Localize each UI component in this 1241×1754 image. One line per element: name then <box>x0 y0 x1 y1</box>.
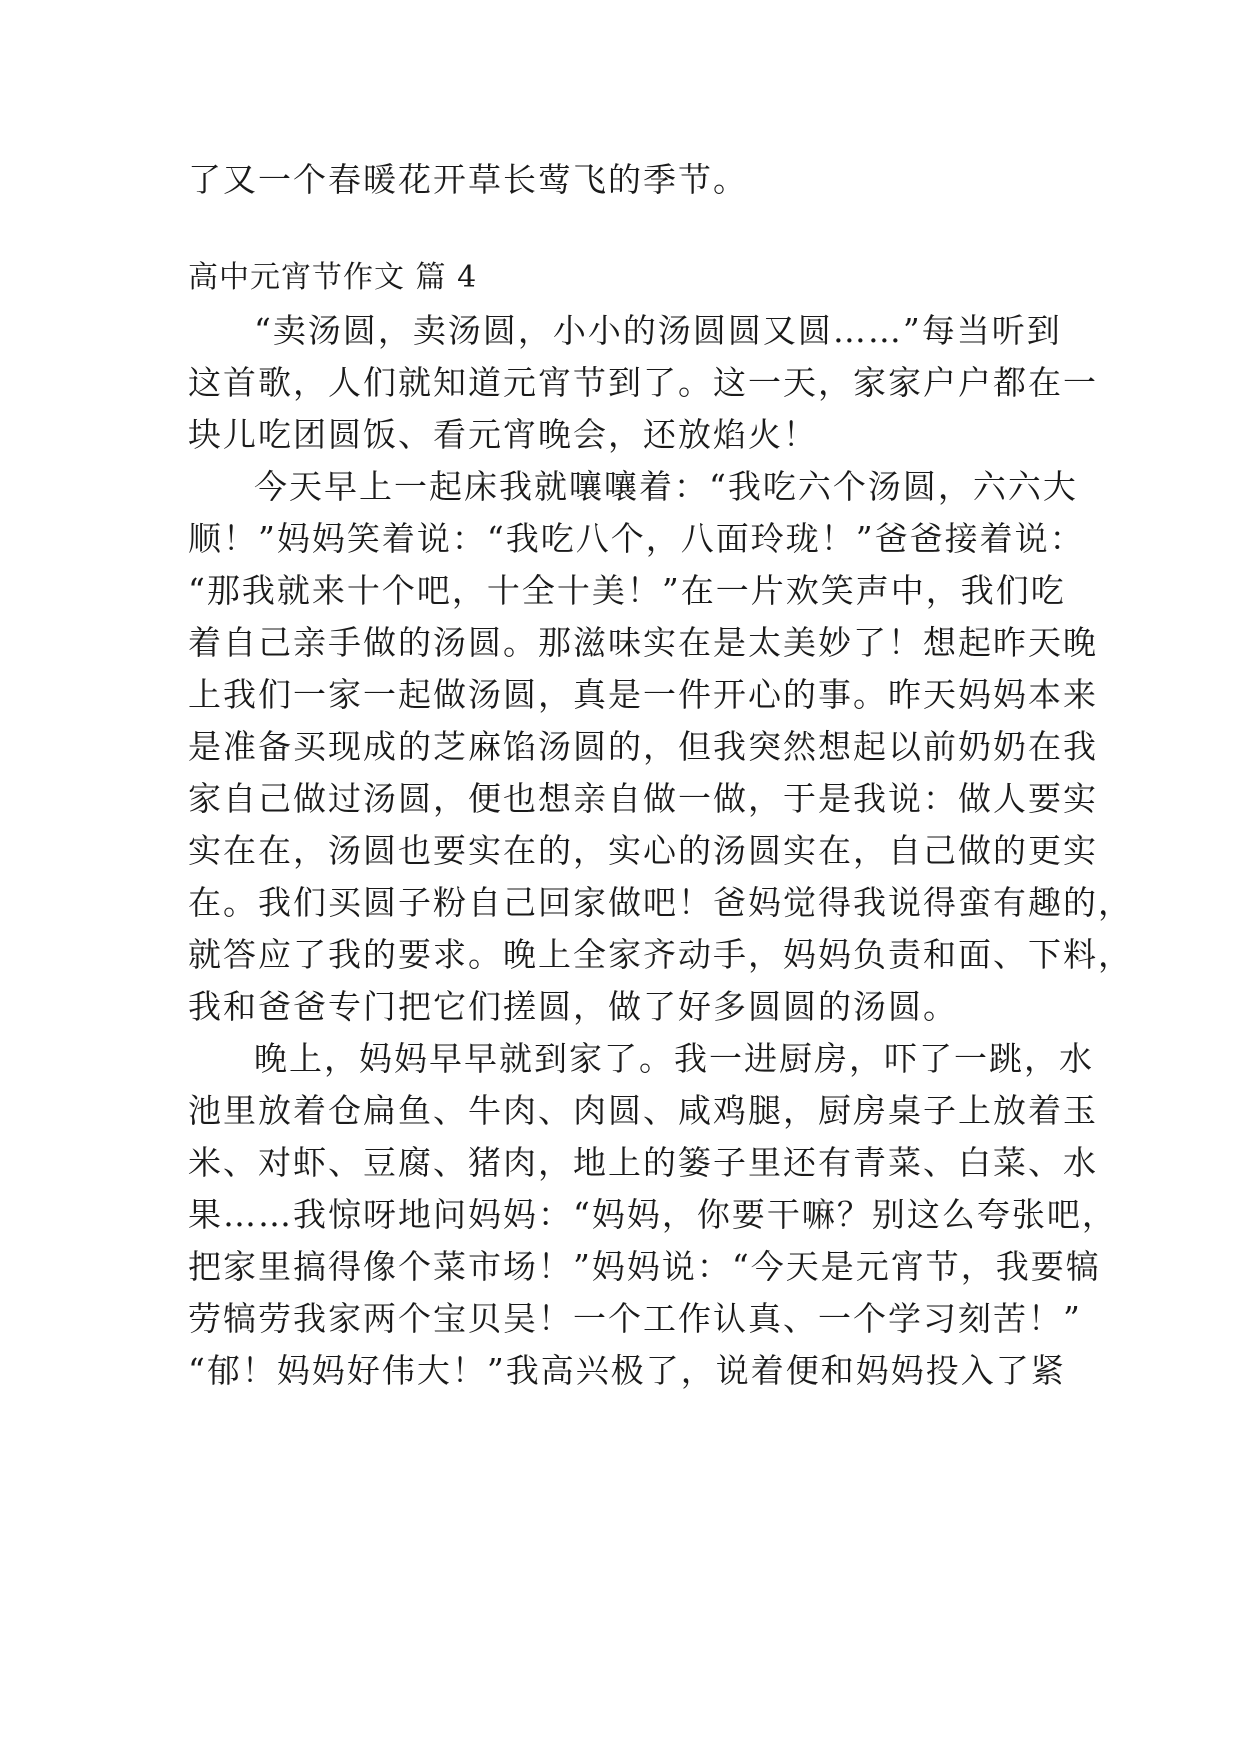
paragraph-2-line-5: 上我们一家一起做汤圆，真是一件开心的事。昨天妈妈本来 <box>188 675 1098 714</box>
paragraph-3-line-3: 米、对虾、豆腐、猪肉，地上的篓子里还有青菜、白菜、水 <box>188 1143 1098 1182</box>
paragraph-3-line-5: 把家里搞得像个菜市场！”妈妈说：“今天是元宵节，我要犒 <box>188 1247 1101 1286</box>
paragraph-1-line-2: 这首歌，人们就知道元宵节到了。这一天，家家户户都在一 <box>188 363 1098 402</box>
paragraph-2-line-7: 家自己做过汤圆，便也想亲自做一做，于是我说：做人要实 <box>188 779 1098 818</box>
paragraph-3-line-6: 劳犒劳我家两个宝贝吴！一个工作认真、一个学习刻苦！” <box>188 1299 1082 1338</box>
paragraph-1-line-3: 块儿吃团圆饭、看元宵晚会，还放焰火！ <box>188 415 818 454</box>
paragraph-2-line-4: 着自己亲手做的汤圆。那滋味实在是太美妙了！想起昨天晚 <box>188 623 1098 662</box>
paragraph-3-line-7: “郁！妈妈好伟大！”我高兴极了，说着便和妈妈投入了紧 <box>188 1351 1066 1390</box>
paragraph-2-line-1: 今天早上一起床我就嚷嚷着：“我吃六个汤圆，六六大 <box>254 467 1078 506</box>
paragraph-2-line-8: 实在在，汤圆也要实在的，实心的汤圆实在，自己做的更实 <box>188 831 1098 870</box>
paragraph-2-line-11: 我和爸爸专门把它们搓圆，做了好多圆圆的汤圆。 <box>188 987 958 1026</box>
paragraph-2-line-10: 就答应了我的要求。晚上全家齐动手，妈妈负责和面、下料， <box>188 935 1133 974</box>
paragraph-2-line-3: “那我就来十个吧，十全十美！”在一片欢笑声中，我们吃 <box>188 571 1066 610</box>
paragraph-2-line-2: 顺！”妈妈笑着说：“我吃八个，八面玲珑！”爸爸接着说： <box>188 519 1085 558</box>
paragraph-3-line-4: 果……我惊呀地问妈妈：“妈妈，你要干嘛？别这么夸张吧， <box>188 1195 1117 1234</box>
section-title: 高中元宵节作文 篇 4 <box>188 260 478 295</box>
paragraph-2-line-6: 是准备买现成的芝麻馅汤圆的，但我突然想起以前奶奶在我 <box>188 727 1098 766</box>
paragraph-2-line-9: 在。我们买圆子粉自己回家做吧！爸妈觉得我说得蛮有趣的， <box>188 883 1133 922</box>
paragraph-1-line-1: “卖汤圆，卖汤圆，小小的汤圆圆又圆……”每当听到 <box>254 311 1062 350</box>
paragraph-3-line-1: 晚上，妈妈早早就到家了。我一进厨房，吓了一跳，水 <box>254 1039 1094 1078</box>
intro-line: 了又一个春暖花开草长莺飞的季节。 <box>188 160 748 199</box>
paragraph-3-line-2: 池里放着仓扁鱼、牛肉、肉圆、咸鸡腿，厨房桌子上放着玉 <box>188 1091 1098 1130</box>
